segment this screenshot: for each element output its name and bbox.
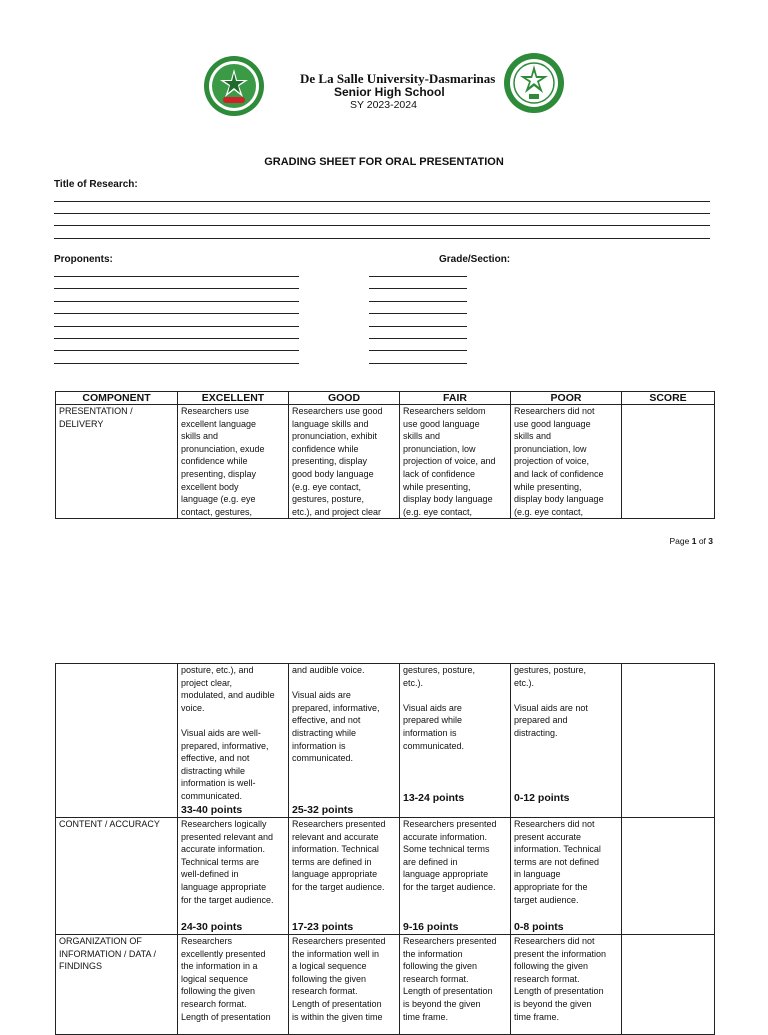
grade-section-line[interactable] [369,338,467,339]
grade-section-label: Grade/Section: [439,254,511,265]
page-number-current: 1 [691,536,697,546]
column-header-excellent: EXCELLENT [178,392,289,405]
proponent-name-line[interactable] [54,288,299,289]
title-line[interactable] [54,238,710,239]
good-cell [289,818,400,935]
proponent-name-line[interactable] [54,276,299,277]
criteria-text: gestures, posture, etc.). Visual aids are not prepared and distracting. [514,665,588,738]
grade-section-line[interactable] [369,350,467,351]
proponent-name-line[interactable] [54,313,299,314]
proponent-name-line[interactable] [54,301,299,302]
score-cell[interactable] [622,405,715,519]
good-cell [289,664,400,818]
criteria-text: gestures, posture, etc.). Visual aids are prepared while information is communicated. [403,665,476,751]
title-of-research-label: Title of Research: [54,179,138,190]
rubric-table-page2 [55,663,715,1035]
proponent-name-line[interactable] [54,363,299,364]
column-header-component: COMPONENT [56,392,178,405]
poor-cell [511,664,622,818]
page-number-prefix: Page [669,536,692,546]
title-line[interactable] [54,225,710,226]
proponents-label: Proponents: [54,254,113,265]
page-number-total: 3 [708,536,713,546]
school-seal-logo-right [503,52,565,114]
grade-section-line[interactable] [369,363,467,364]
criteria-text: posture, etc.), and project clear, modulated, and audible voice. Visual aids are well- prepared, informative, effective, and not distracting while information is well- communicated. [181,665,275,801]
table-row [56,935,715,1035]
good-cell: Researchers use good language skills and pronunciation, exhibit confidence while presenting, display good body language (e.g. eye contact, gestures, posture, etc.), and project clear [289,405,400,519]
criteria-text: Researchers logically presented relevant and accurate information. Technical terms are well-defined in language appropriate for the target audience. [181,819,274,905]
fair-cell [400,818,511,935]
school-year: SY 2023-2024 [350,99,417,111]
rubric-header-row [56,392,715,405]
table-row [56,664,715,818]
poor-cell [511,818,622,935]
good-cell: Researchers presented the information well in a logical sequence following the given research format. Length of presentation is within the given time [289,935,400,1035]
column-header-score: SCORE [622,392,715,405]
score-cell[interactable] [622,664,715,818]
component-cell: PRESENTATION / DELIVERY [56,405,178,519]
proponent-name-line[interactable] [54,326,299,327]
points-label: 9-16 points [403,921,459,934]
excellent-cell: Researchers use excellent language skills and pronunciation, exude confidence while presenting, display excellent body language (e.g. eye contact, gestures, [178,405,289,519]
points-label: 0-12 points [514,792,570,805]
poor-cell: Researchers did not use good language skills and pronunciation, low projection of voice, and lack of confidence while presenting, display body language (e.g. eye contact, [511,405,622,519]
column-header-good: GOOD [289,392,400,405]
points-label: 25-32 points [292,804,354,817]
proponent-name-line[interactable] [54,350,299,351]
grade-section-line[interactable] [369,313,467,314]
component-cell: ORGANIZATION OF INFORMATION / DATA / FINDINGS [56,935,178,1035]
excellent-cell: Researchers excellently presented the information in a logical sequence following the given research format. Length of presentation [178,935,289,1035]
score-cell[interactable] [622,935,715,1035]
table-row [56,405,715,519]
component-cell: CONTENT / ACCURACY [56,818,178,935]
school-name: Senior High School [334,85,445,99]
title-line[interactable] [54,213,710,214]
page-number [670,536,714,546]
points-label: 0-8 points [514,921,564,934]
score-cell[interactable] [622,818,715,935]
sheet-title: GRADING SHEET FOR ORAL PRESENTATION [264,156,504,168]
page-number-middle: of [696,536,709,546]
title-line[interactable] [54,201,710,202]
fair-cell: Researchers seldom use good language skills and pronunciation, low projection of voice, and lack of confidence while presenting, display body language (e.g. eye contact, [400,405,511,519]
rubric-table-page1 [55,391,715,519]
school-seal-logo-left [203,55,265,117]
proponent-name-line[interactable] [54,338,299,339]
poor-cell: Researchers did not present the information following the given research format. Length of presentation is beyond the given time frame. [511,935,622,1035]
points-label: 13-24 points [403,792,465,805]
criteria-text: Researchers did not present accurate information. Technical terms are not defined in language appropriate for the target audience. [514,819,601,905]
points-label: 33-40 points [181,804,243,817]
grade-section-line[interactable] [369,326,467,327]
excellent-cell [178,664,289,818]
column-header-fair: FAIR [400,392,511,405]
fair-cell: Researchers presented the information following the given research format. Length of presentation is beyond the given time frame. [400,935,511,1035]
points-label: 24-30 points [181,921,243,934]
points-label: 17-23 points [292,921,354,934]
column-header-poor: POOR [511,392,622,405]
grade-section-line[interactable] [369,288,467,289]
excellent-cell [178,818,289,935]
fair-cell [400,664,511,818]
criteria-text: and audible voice. Visual aids are prepared, informative, effective, and not distracting while information is communicated. [292,665,380,764]
table-row [56,818,715,935]
university-name: De La Salle University-Dasmarinas [300,71,496,86]
component-cell [56,664,178,818]
grade-section-line[interactable] [369,276,467,277]
grade-section-line[interactable] [369,301,467,302]
criteria-text: Researchers presented accurate information. Some technical terms are defined in language appropriate for the target audience. [403,819,497,892]
criteria-text: Researchers presented relevant and accurate information. Technical terms are defined in language appropriate for the target audience. [292,819,386,892]
